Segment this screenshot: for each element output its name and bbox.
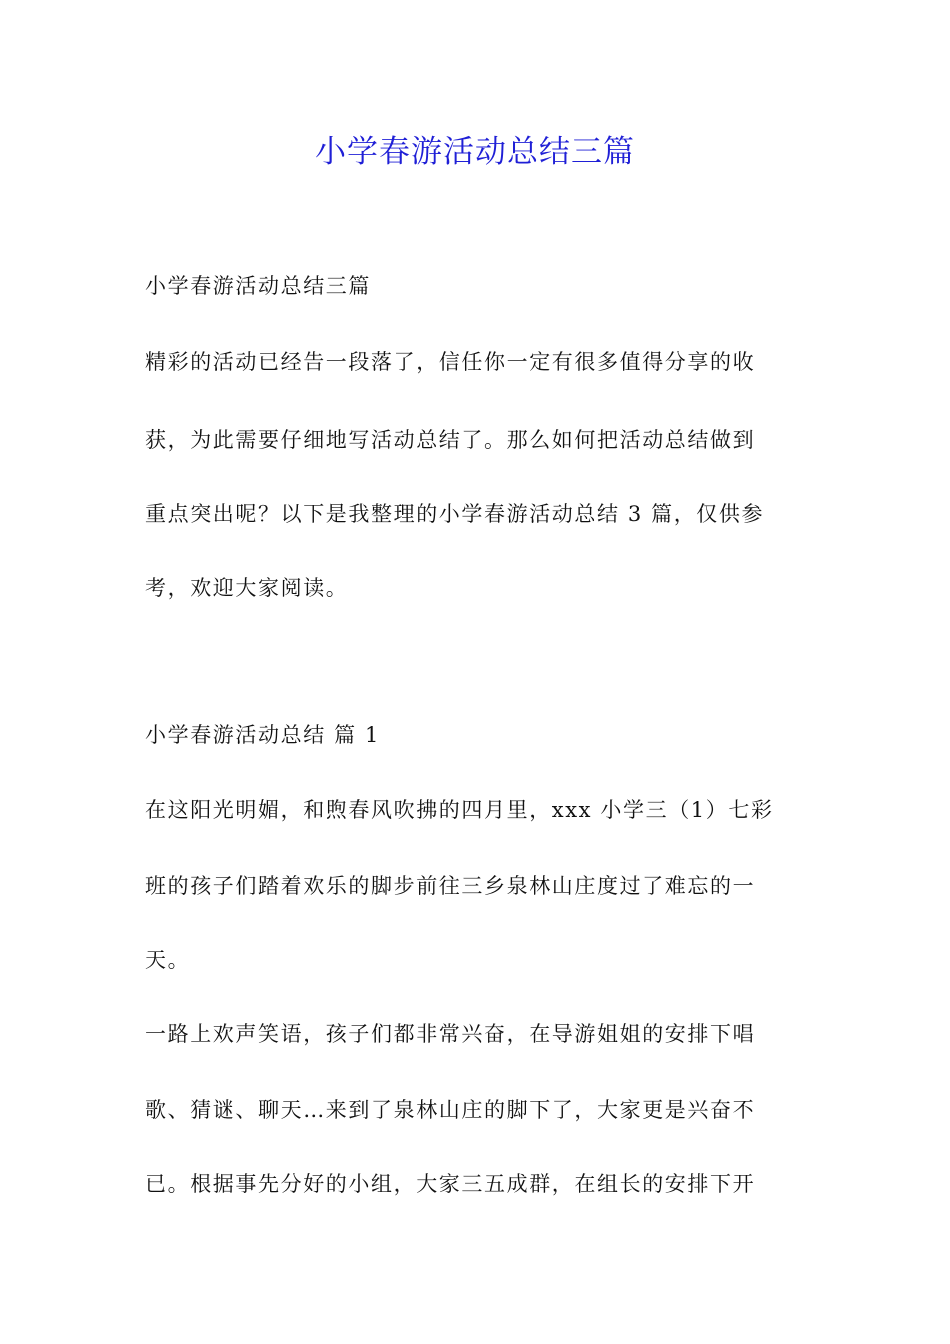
paragraph-line: 一路上欢声笑语，孩子们都非常兴奋，在导游姐姐的安排下唱	[145, 1022, 756, 1046]
intro-line: 重点突出呢？以下是我整理的小学春游活动总结 3 篇，仅供参	[145, 502, 765, 526]
paragraph-line: 天。	[145, 948, 191, 972]
intro-line: 获，为此需要仔细地写活动总结了。那么如何把活动总结做到	[145, 428, 756, 452]
subtitle-text: 小学春游活动总结三篇	[145, 274, 371, 298]
paragraph-line: 在这阳光明媚，和煦春风吹拂的四月里，xxx 小学三（1）七彩	[145, 798, 774, 822]
paragraph-line: 歌、猜谜、聊天…来到了泉林山庄的脚下了，大家更是兴奋不	[145, 1098, 756, 1122]
section-heading-text: 小学春游活动总结 篇 1	[145, 723, 380, 747]
intro-line: 精彩的活动已经告一段落了，信任你一定有很多值得分享的收	[145, 350, 756, 374]
intro-line: 考，欢迎大家阅读。	[145, 576, 349, 600]
paragraph-line: 已。根据事先分好的小组，大家三五成群，在组长的安排下开	[145, 1172, 756, 1196]
paragraph-line: 班的孩子们踏着欢乐的脚步前往三乡泉林山庄度过了难忘的一	[145, 874, 756, 898]
document-title: 小学春游活动总结三篇	[315, 134, 635, 170]
